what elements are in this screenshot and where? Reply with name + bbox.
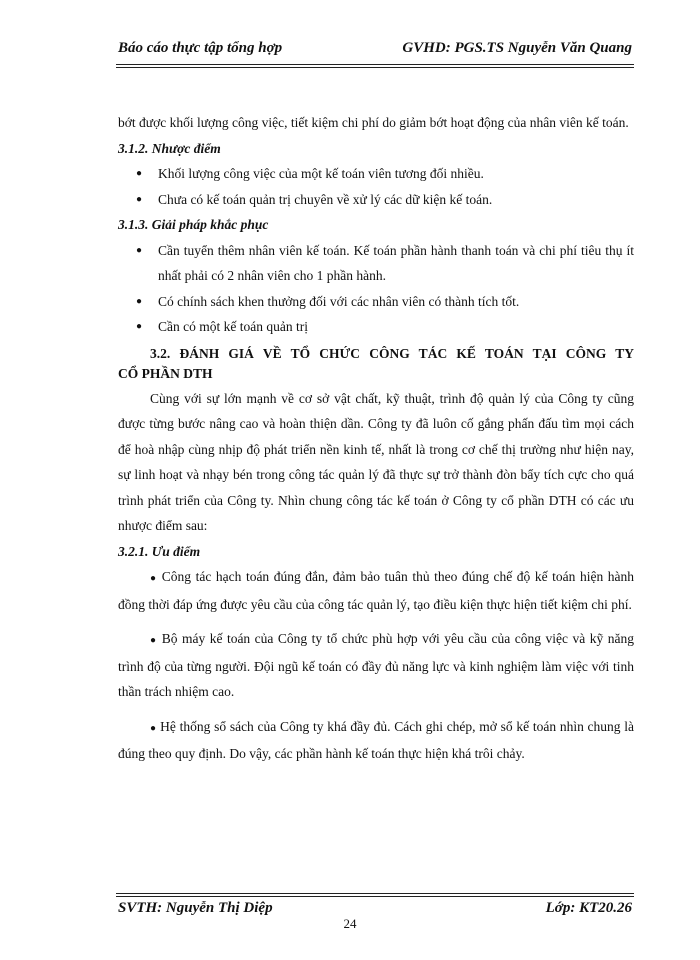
- paragraph-text: Bộ máy kế toán của Công ty tổ chức phù hợp với yêu cầu của công việc và kỹ năng trình độ của từng người. Đội ngũ kế toán có đầy đủ năng lực và kinh nghiệm làm việc với tinh thần trách nhiệm cao.: [118, 631, 634, 699]
- list-item-text: Cần có một kế toán quản trị: [158, 319, 308, 334]
- header-advisor: GVHD: PGS.TS Nguyễn Văn Quang: [402, 40, 632, 56]
- bullet-dot-icon: ●: [150, 722, 157, 734]
- advantage-paragraph-1: [118, 564, 634, 617]
- bullet-dot-icon: ●: [136, 193, 143, 205]
- header-rule: [116, 64, 634, 68]
- section-3-2-paragraph: Cùng với sự lớn mạnh về cơ sở vật chất, kỹ thuật, trình độ quản lý của Công ty cũng được từng bước nâng cao và hoàn thiện dần. Công ty đã luôn cố gắng phấn đấu tìm mọi cách để hoà nhập cùng nhịp độ phát triển nền kinh tế, nhất là trong cơ chế thị trường như hiện nay, sự linh hoạt và nhạy bén trong công tác quản lý đã thực sự trở thành đòn bẩy tích cực cho quá trình phát triển của Công ty. Nhìn chung công tác kế toán ở Công ty cổ phần DTH có các ưu nhược điểm sau:: [118, 390, 634, 533]
- list-item: [118, 238, 634, 289]
- section-3-2-title-line-1: 3.2. ĐÁNH GIÁ VỀ TỔ CHỨC CÔNG TÁC KẾ TOÁN TẠI CÔNG TY: [150, 345, 634, 361]
- page-number: 24: [343, 916, 357, 931]
- list-item: [118, 161, 634, 187]
- section-3-1-3-list: [118, 238, 634, 340]
- list-item: [118, 187, 634, 213]
- bullet-dot-icon: ●: [150, 573, 158, 584]
- bullet-dot-icon: ●: [136, 168, 143, 179]
- footer-student: SVTH: Nguyễn Thị Diệp: [118, 900, 273, 916]
- page-header: [118, 40, 632, 57]
- bullet-dot-icon: ●: [136, 295, 143, 307]
- list-item-text: Có chính sách khen thưởng đối với các nhân viên có thành tích tốt.: [158, 293, 520, 309]
- bullet-dot-icon: ●: [136, 244, 143, 256]
- footer-rule: [116, 893, 634, 897]
- page-content: [118, 110, 634, 767]
- list-item-text: Cần tuyển thêm nhân viên kế toán. Kế toán phần hành thanh toán và chi phí tiêu thụ ít nhất phải có 2 nhân viên cho 1 phần hành.: [158, 242, 634, 283]
- paragraph-text: Công tác hạch toán đúng đắn, đảm bảo tuân thủ theo đúng chế độ kế toán hiện hành đồng thời đáp ứng được yêu cầu của công tác quản lý, tạo điều kiện thực hiện tiết kiệm chi phí.: [118, 569, 635, 612]
- section-3-1-2-title: 3.1.2. Nhược điểm: [118, 140, 221, 156]
- section-3-1-3-title: 3.1.3. Giải pháp khắc phục: [118, 217, 269, 232]
- list-item: [118, 289, 634, 315]
- intro-paragraph: bớt được khối lượng công việc, tiết kiệm chi phí do giảm bớt hoạt động của nhân viên kế toán.: [118, 115, 629, 130]
- bullet-dot-icon: ●: [136, 321, 143, 332]
- paragraph-text: Hệ thống sổ sách của Công ty khá đầy đủ. Cách ghi chép, mở sổ kế toán nhìn chung là đúng theo quy định. Do vậy, các phần hành kế toán thực hiện khá trôi chảy.: [118, 718, 635, 761]
- section-3-2-title: [118, 340, 634, 386]
- section-3-2-title-line-2: CỔ PHẦN DTH: [118, 365, 213, 381]
- bullet-dot-icon: ●: [150, 635, 158, 646]
- section-3-1-2-list: [118, 161, 634, 212]
- page-footer: [118, 900, 632, 917]
- header-report-title: Báo cáo thực tập tổng hợp: [118, 40, 283, 56]
- footer-class: Lớp: KT20.26: [545, 900, 632, 916]
- advantage-paragraph-3: [118, 714, 634, 767]
- list-item-text: Khối lượng công việc của một kế toán viên tương đối nhiều.: [158, 166, 484, 181]
- advantage-paragraph-2: [118, 626, 634, 705]
- section-3-2-1-title: 3.2.1. Ưu điểm: [118, 543, 201, 559]
- list-item-text: Chưa có kế toán quản trị chuyên về xử lý các dữ kiện kế toán.: [158, 191, 493, 207]
- list-item: [118, 314, 634, 340]
